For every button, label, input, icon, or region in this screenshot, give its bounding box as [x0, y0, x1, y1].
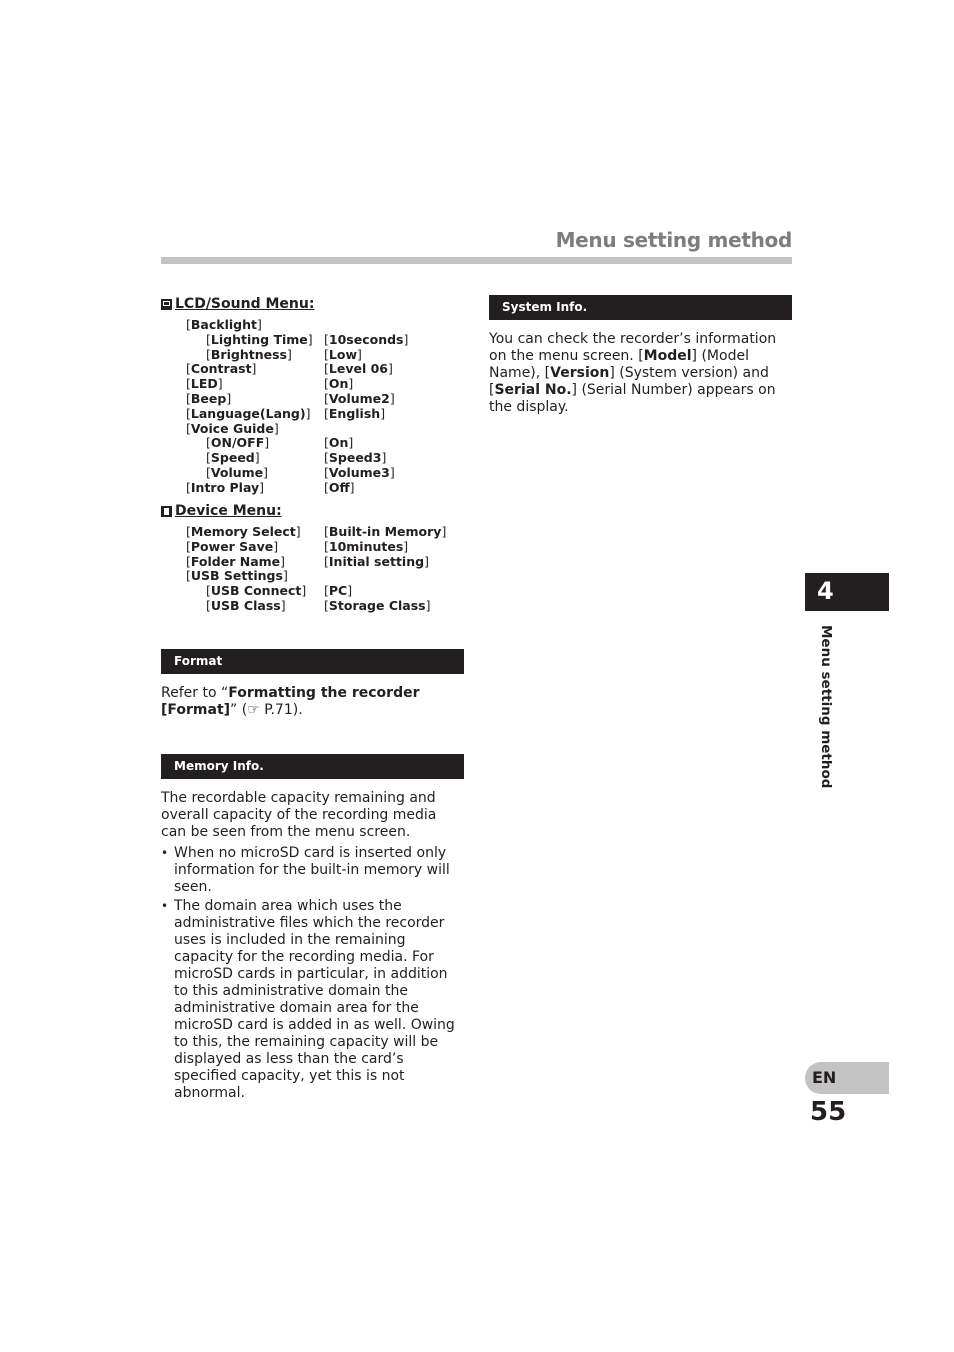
format-link-text: Formatting the recorder — [228, 685, 420, 701]
bullet-item: • When no microSD card is inserted only information for the built-in memory will seen. — [161, 845, 464, 896]
memory-info-bullets — [161, 843, 464, 1102]
language-code: EN — [812, 1068, 837, 1087]
lcd-item-value: [ Volume2 ] — [324, 392, 395, 407]
lcd-item-key: [ Speed ] — [206, 451, 260, 466]
system-info-text-4: ] (Serial Number) appears on the display. — [489, 382, 776, 415]
lcd-item-key: [ Backlight ] — [186, 318, 262, 333]
device-icon — [161, 506, 172, 517]
format-post: ” (☞ P.71). — [230, 702, 303, 718]
device-item-value: [ Storage Class ] — [324, 599, 431, 614]
chapter-side-label: Menu setting method — [818, 625, 834, 789]
device-item-key: [ USB Connect ] — [206, 584, 306, 599]
bullet-item: • The domain area which uses the administrative files which the recorder uses is included in the remaining capacity for the recording media. For microSD cards in particular, in addition to this administrative domain the administrative domain area for the microSD card is added in as well. Owing to this, the remaining capacity will be displayed as less than the card’s specified capacity, yet this is not abnormal. — [161, 898, 464, 1102]
format-pre: Refer to “ — [161, 685, 229, 701]
device-menu-label: Device Menu: — [175, 503, 282, 519]
language-tab — [805, 1062, 889, 1094]
system-info-model: Model — [643, 348, 692, 364]
lcd-item-value: [ 10seconds ] — [324, 333, 408, 348]
chapter-number: 4 — [817, 577, 834, 605]
lcd-item-value: [ English ] — [324, 407, 385, 422]
lcd-sound-menu-label: LCD/Sound Menu: — [175, 296, 315, 312]
lcd-item-key: [ Intro Play ] — [186, 481, 264, 496]
system-info-serial: Serial No. — [494, 382, 572, 398]
device-item-key: [ Folder Name ] — [186, 555, 285, 570]
lcd-item-value: [ Volume3 ] — [324, 466, 395, 481]
lcd-item-key: [ Lighting Time ] — [206, 333, 313, 348]
lcd-item-key: [ Language(Lang) ] — [186, 407, 310, 422]
system-info-text-1: You can check the recorder’s information on the menu screen. [ — [489, 331, 777, 364]
header-rule — [161, 257, 792, 264]
page-number: 55 — [810, 1097, 847, 1127]
lcd-item-value: [ Low ] — [324, 348, 362, 363]
format-paragraph — [161, 685, 464, 719]
device-menu-heading — [161, 503, 282, 519]
format-link-bracket: [Format] — [161, 702, 231, 718]
lcd-item-value: [ On ] — [324, 436, 353, 451]
device-item-value: [ Initial setting ] — [324, 555, 429, 570]
lcd-sound-menu-heading — [161, 296, 314, 312]
memory-info-intro: The recordable capacity remaining and overall capacity of the recording media can be seen from the menu screen. — [161, 790, 437, 840]
lcd-item-key: [ LED ] — [186, 377, 223, 392]
device-item-value: [ 10minutes ] — [324, 540, 408, 555]
lcd-item-key: [ ON/OFF ] — [206, 436, 269, 451]
lcd-item-key: [ Voice Guide ] — [186, 422, 279, 437]
device-item-key: [ Power Save ] — [186, 540, 278, 555]
chapter-tab — [805, 573, 889, 611]
memory-info-section-title: Memory Info. — [161, 754, 464, 779]
device-item-key: [ Memory Select ] — [186, 525, 301, 540]
device-item-key: [ USB Class ] — [206, 599, 286, 614]
system-info-section-title: System Info. — [489, 295, 792, 320]
system-info-paragraph — [489, 331, 792, 416]
device-item-value: [ PC ] — [324, 584, 352, 599]
device-item-key: [ USB Settings ] — [186, 569, 288, 584]
device-item-value: [ Built-in Memory ] — [324, 525, 446, 540]
lcd-item-value: [ Level 06 ] — [324, 362, 393, 377]
lcd-icon — [161, 299, 172, 310]
page-title: Menu setting method — [555, 228, 792, 252]
system-info-version: Version — [550, 365, 610, 381]
lcd-item-value: [ On ] — [324, 377, 353, 392]
lcd-item-value: [ Speed3 ] — [324, 451, 386, 466]
lcd-item-key: [ Beep ] — [186, 392, 231, 407]
lcd-item-key: [ Contrast ] — [186, 362, 256, 377]
format-section-title: Format — [161, 649, 464, 674]
system-info-text-2: ] (Model Name), [ — [489, 348, 749, 381]
lcd-item-key: [ Brightness ] — [206, 348, 292, 363]
lcd-item-key: [ Volume ] — [206, 466, 268, 481]
system-info-text-3: ] (System version) and [ — [489, 365, 769, 398]
lcd-item-value: [ Off ] — [324, 481, 355, 496]
